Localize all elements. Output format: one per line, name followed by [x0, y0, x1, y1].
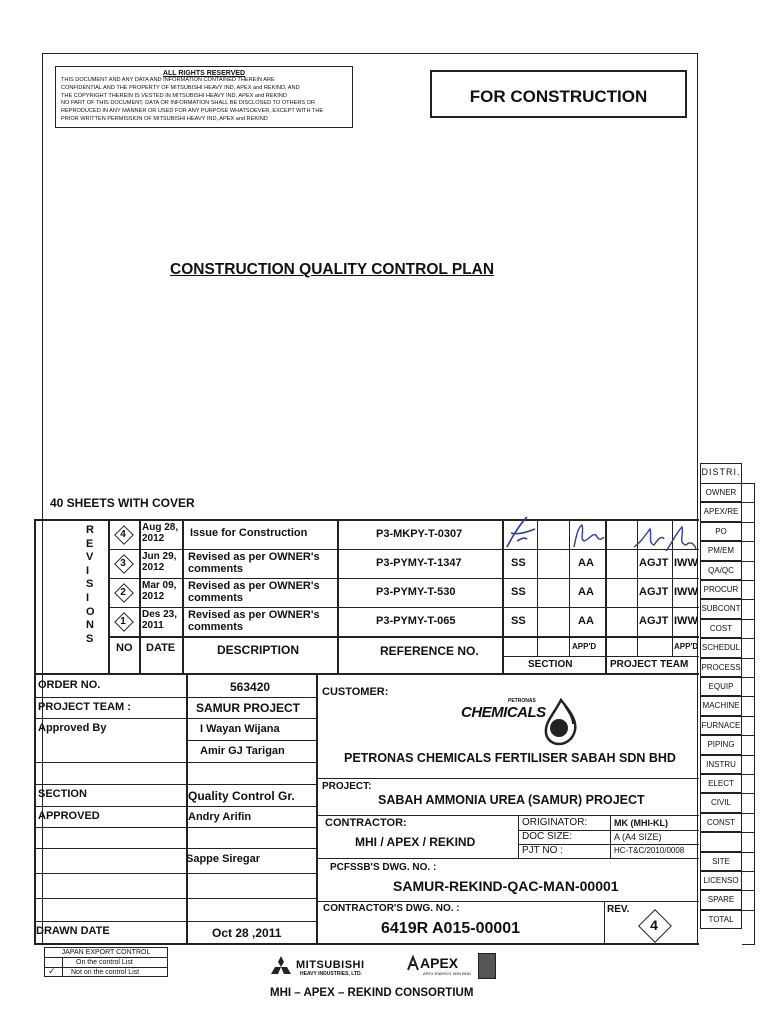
revision-reference: P3-PYMY-T-530	[376, 586, 456, 598]
mitsubishi-text: MITSUBISHI	[296, 959, 365, 971]
approved-by-1: I Wayan Wijana	[200, 723, 280, 735]
revision-description-line1: Revised as per OWNER's	[188, 609, 320, 621]
revision-date-line1: Mar 09,	[142, 580, 177, 591]
rights-line: PRIOR WRITTEN PERMISSION OF MITSUBISHI HEAVY IND, APEX and REKIND	[61, 116, 268, 122]
header-section: SECTION	[528, 659, 573, 670]
revision-no: 1	[120, 616, 126, 627]
rights-line: THIS DOCUMENT AND ANY DATA AND INFORMATION CONTAINED THEREIN ARE	[61, 77, 275, 83]
revision-letter: I	[86, 592, 90, 604]
distribution-check-divider	[742, 541, 755, 542]
petronas-drop-icon	[543, 698, 579, 746]
header-date: DATE	[146, 642, 176, 654]
approved-2: Sappe Siregar	[186, 853, 260, 865]
revision-description-line2: comments	[188, 563, 244, 575]
revision-date-line2: 2012	[142, 533, 165, 544]
project-name: SABAH AMMONIA UREA (SAMUR) PROJECT	[378, 793, 645, 807]
distribution-title-frame	[700, 463, 742, 484]
customer-label: CUSTOMER:	[322, 686, 389, 698]
section-label: SECTION	[38, 788, 87, 800]
distribution-check-divider	[742, 677, 755, 678]
revision-no: 3	[120, 558, 126, 569]
rights-title: ALL RIGHTS RESERVED	[162, 70, 246, 77]
revision-sign-team-2: IWW	[674, 615, 698, 627]
revision-date-line1: Aug 28,	[142, 522, 179, 533]
revision-description-line2: comments	[188, 592, 244, 604]
distribution-item: PROCESS	[700, 658, 742, 677]
revision-description: Issue for Construction	[190, 527, 308, 539]
distribution-check-divider	[742, 716, 755, 717]
approved-1: Andry Arifin	[188, 811, 252, 823]
distribution-item: PO	[700, 522, 742, 541]
revision-reference: P3-PYMY-T-065	[376, 615, 456, 627]
distribution-item: INSTRU	[700, 755, 742, 774]
distribution-check-divider	[742, 502, 755, 503]
distribution-item: EQUIP	[700, 677, 742, 696]
distribution-item: COST	[700, 619, 742, 638]
distribution-item: PIPING	[700, 735, 742, 754]
header-appd-team: APP'D	[674, 642, 699, 651]
mitsubishi-sub: HEAVY INDUSTRIES, LTD.	[300, 971, 362, 977]
revision-sign-team-1: AGJT	[639, 615, 669, 627]
distribution-item: FURNACE	[700, 716, 742, 735]
distribution-check-divider	[742, 522, 755, 523]
revision-sign-section-1: SS	[511, 586, 526, 598]
distribution-item: QA/QC	[700, 561, 742, 580]
distribution-check-divider	[742, 658, 755, 659]
revision-sign-team-2: IWW	[674, 557, 698, 569]
distribution-check-divider	[742, 832, 755, 833]
approved-by-2: Amir GJ Tarigan	[200, 745, 285, 757]
header-reference: REFERENCE NO.	[380, 644, 479, 658]
originator-value: MK (MHI-KL)	[614, 818, 668, 828]
pjt-label: PJT NO :	[522, 845, 563, 856]
rights-reserved-box	[55, 66, 353, 128]
signature-2	[570, 521, 606, 551]
rights-line: REPRODUCED IN ANY MANNER OR USED FOR ANY PURPOSE WHATSOEVER, EXCEPT WITH THE	[61, 108, 324, 115]
distribution-item: TOTAL	[700, 910, 742, 929]
doc-size-value: A (A4 SIZE)	[614, 832, 662, 842]
revision-letter: I	[86, 564, 90, 577]
rights-line: THE COPYRIGHT THEREIN IS VESTED IN MITSUBISHI HEAVY IND, APEX and REKIND	[61, 92, 287, 99]
distribution-title: DISTRI.	[701, 467, 741, 477]
doc-size-label: DOC SIZE:	[522, 831, 573, 842]
apex-a-icon	[406, 955, 420, 971]
revision-description-line2: comments	[188, 621, 244, 633]
section-value: Quality Control Gr.	[188, 789, 295, 803]
distribution-item: CIVIL	[700, 793, 742, 812]
signature-1	[503, 513, 539, 553]
header-appd-section: APP'D	[572, 642, 597, 651]
distribution-check-divider	[742, 735, 755, 736]
revision-sign-team-1: AGJT	[639, 557, 669, 569]
distribution-item: MACHINE	[700, 696, 742, 715]
order-no-label: ORDER NO.	[38, 679, 101, 691]
project-team-label: PROJECT TEAM :	[38, 701, 131, 713]
header-no: NO	[116, 642, 133, 654]
distribution-item: PM/EM	[700, 541, 742, 560]
rev-label: REV.	[607, 904, 630, 915]
rights-line: CONFIDENTIAL AND THE PROPERTY OF MITSUBISHI HEAVY IND, APEX and REKIND, AND	[61, 84, 300, 91]
revision-reference: P3-MKPY-T-0307	[376, 528, 463, 540]
distribution-check-divider	[742, 483, 755, 484]
stamp-text: FOR CONSTRUCTION	[469, 87, 648, 106]
revision-no: 4	[120, 529, 126, 540]
pcfssb-dwg-label: PCFSSB'S DWG. NO. :	[330, 862, 437, 873]
contractor-label: CONTRACTOR:	[325, 817, 407, 829]
distribution-item	[700, 832, 742, 851]
pcfssb-dwg-number: SAMUR-REKIND-QAC-MAN-00001	[393, 878, 619, 894]
revision-letter: N	[86, 619, 94, 632]
export-check: ✓	[48, 966, 56, 976]
distribution-item: SITE	[700, 852, 742, 871]
mitsubishi-diamonds-icon	[268, 955, 294, 979]
distribution-check-divider	[742, 561, 755, 562]
apex-text: APEX	[420, 955, 459, 971]
revision-sign-section-2: AA	[578, 586, 594, 598]
revision-letter: O	[86, 605, 95, 618]
originator-label: ORIGINATOR:	[522, 817, 588, 828]
apex-sub: APEX ENERGY SDN BHD	[423, 971, 471, 976]
signature-3	[630, 521, 700, 555]
distribution-item: OWNER	[700, 483, 742, 502]
distribution-item: SUBCONT	[700, 599, 742, 618]
revision-sign-team-1: AGJT	[639, 586, 669, 598]
distribution-check-divider	[742, 871, 755, 872]
revision-sign-section-2: AA	[578, 557, 594, 569]
revision-date-line1: Jun 29,	[142, 551, 177, 562]
consortium-name: MHI – APEX – REKIND CONSORTIUM	[270, 987, 474, 999]
distribution-check-divider	[742, 774, 755, 775]
header-project-team: PROJECT TEAM	[610, 659, 689, 670]
distribution-check-divider	[742, 638, 755, 639]
distribution-checkbox-column	[742, 483, 755, 945]
export-title: JAPAN EXPORT CONTROL	[61, 949, 151, 956]
distribution-check-divider	[742, 910, 755, 911]
export-row-not: Not on the control List	[71, 969, 140, 976]
approved-by-label: Approved By	[38, 722, 107, 734]
revision-date-line2: 2011	[142, 620, 164, 631]
contractor-name: MHI / APEX / REKIND	[355, 835, 476, 849]
export-row-on: On the control List	[76, 959, 133, 966]
distribution-check-divider	[742, 599, 755, 600]
rev-number: 4	[650, 917, 658, 933]
revision-description-line1: Revised as per OWNER's	[188, 551, 320, 563]
distribution-check-divider	[742, 890, 755, 891]
distribution-check-divider	[742, 696, 755, 697]
project-label: PROJECT:	[322, 781, 372, 792]
revision-letter: S	[86, 578, 94, 591]
approved-label: APPROVED	[38, 810, 100, 822]
distribution-check-divider	[742, 755, 755, 756]
revision-sign-section-1: SS	[511, 615, 526, 627]
revision-letter: S	[86, 632, 94, 645]
revision-sign-section-2: AA	[578, 615, 594, 627]
distribution-check-divider	[742, 580, 755, 581]
sheets-count: 40 SHEETS WITH COVER	[50, 496, 195, 510]
distribution-item: SPARE	[700, 890, 742, 909]
revision-sign-team-2: IWW	[674, 586, 698, 598]
header-description: DESCRIPTION	[217, 643, 300, 657]
revision-letter: R	[86, 524, 94, 536]
distribution-check-divider	[742, 793, 755, 794]
distribution-item: LICENSO	[700, 871, 742, 890]
distribution-check-divider	[742, 813, 755, 814]
distribution-item: APEX/RE	[700, 502, 742, 521]
distribution-item: ELECT	[700, 774, 742, 793]
revision-description-line1: Revised as per OWNER's	[188, 580, 320, 592]
distribution-item: CONST	[700, 813, 742, 832]
drawn-date-label: DRAWN DATE	[36, 925, 110, 937]
rekind-logo	[478, 953, 496, 979]
distribution-check-divider	[742, 619, 755, 620]
rights-line: NO PART OF THIS DOCUMENT, DATA OR INFORMATION SHALL BE DISCLOSED TO OTHERS OR	[61, 100, 316, 107]
revision-reference: P3-PYMY-T-1347	[376, 557, 462, 569]
distribution-check-divider	[742, 852, 755, 853]
revision-letter: V	[86, 551, 94, 564]
pjt-value: HC-T&C/2010/0008	[614, 846, 685, 855]
distribution-item: PROCUR	[700, 580, 742, 599]
revision-date-line1: Des 23,	[142, 609, 178, 620]
revision-letter: E	[86, 537, 94, 550]
revision-date-line2: 2012	[142, 562, 165, 573]
distribution-item: SCHEDUL	[700, 638, 742, 657]
document-title: CONSTRUCTION QUALITY CONTROL PLAN	[170, 261, 495, 278]
project-team-value: SAMUR PROJECT	[196, 701, 301, 715]
for-construction-stamp	[430, 70, 687, 118]
order-no-value: 563420	[230, 680, 271, 694]
revision-date-line2: 2012	[142, 591, 165, 602]
revision-sign-section-1: SS	[511, 557, 526, 569]
contractor-dwg-number: 6419R A015-00001	[381, 920, 521, 937]
drawn-date-value: Oct 28 ,2011	[212, 926, 282, 940]
revision-no: 2	[120, 587, 126, 598]
customer-name: PETRONAS CHEMICALS FERTILISER SABAH SDN BHD	[344, 751, 676, 765]
contractor-dwg-label: CONTRACTOR'S DWG. NO. :	[323, 903, 460, 914]
